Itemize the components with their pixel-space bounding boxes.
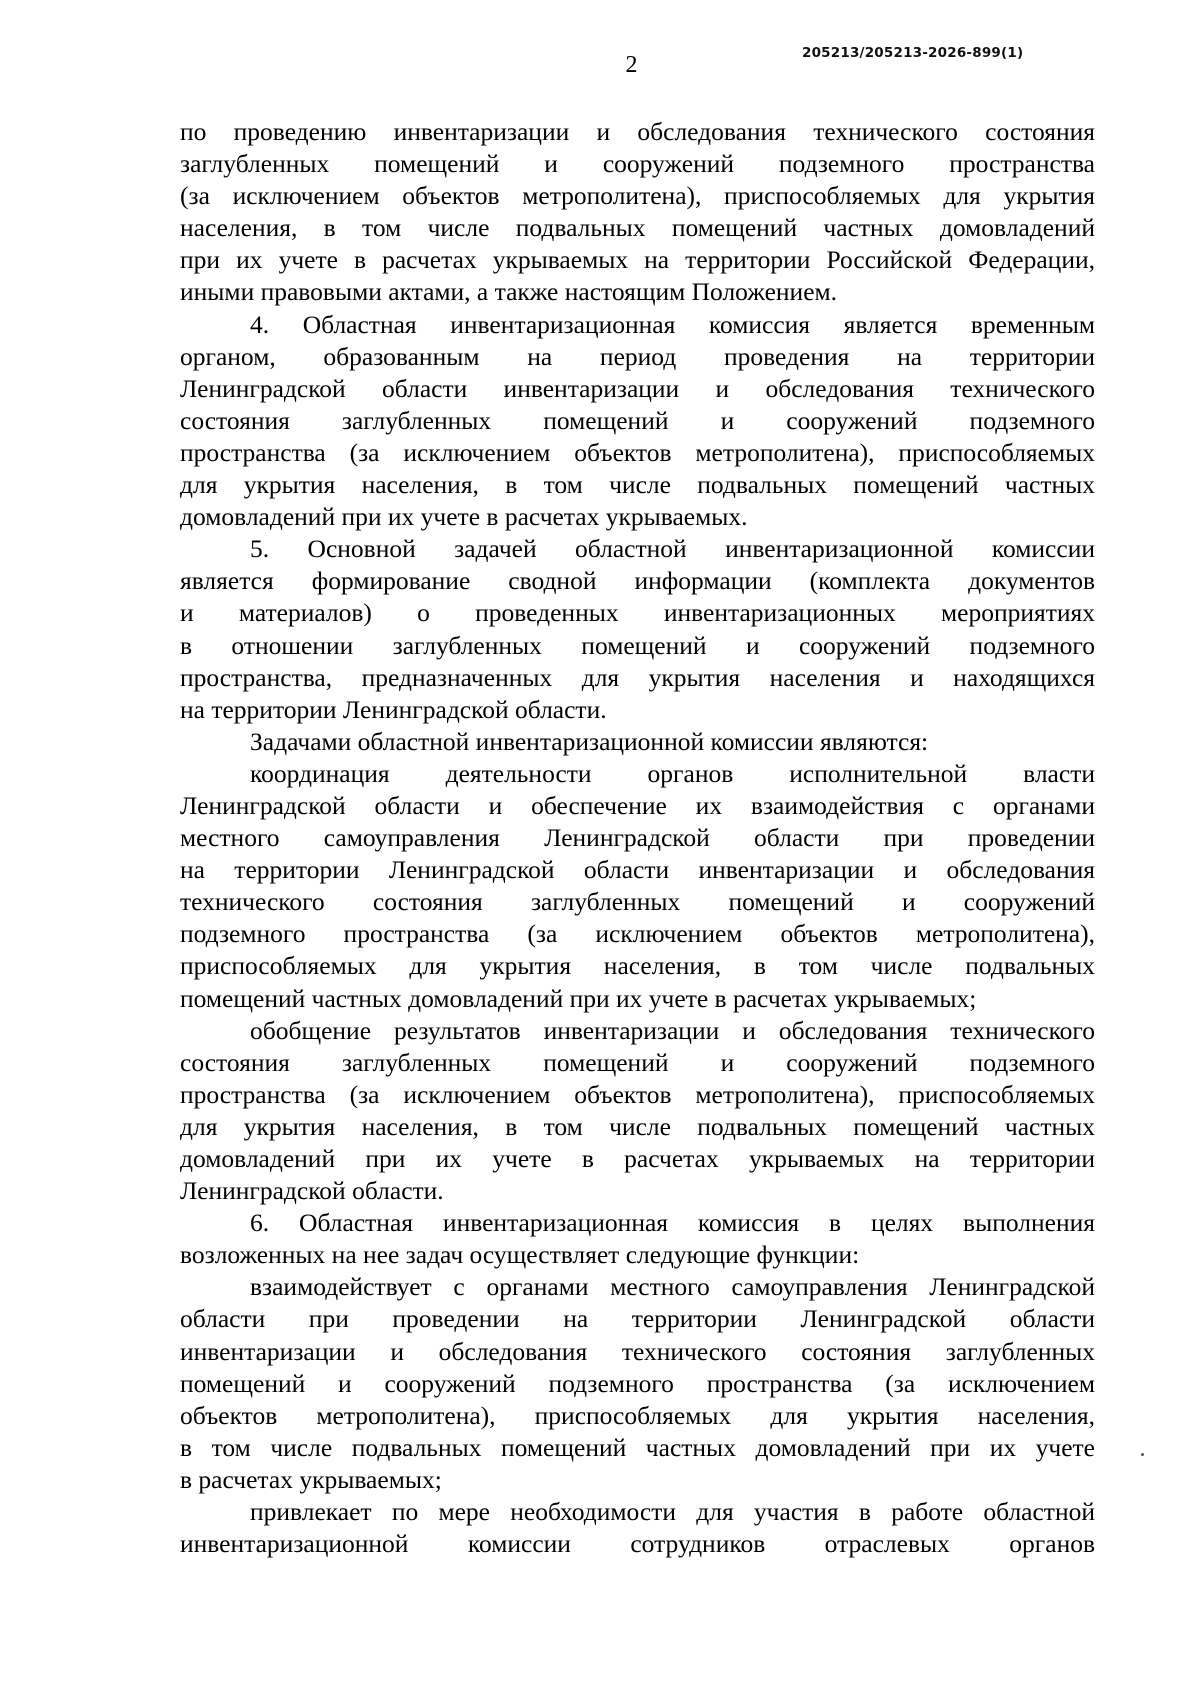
document-body	[180, 116, 1095, 1560]
paragraph	[180, 309, 1095, 534]
paragraph	[180, 1271, 1095, 1496]
text-line: области при проведении на территории Ленинградской области	[180, 1304, 1095, 1334]
paragraph	[180, 1207, 1095, 1271]
text-line: местного самоуправления Ленинградской области при проведении	[180, 823, 1095, 853]
text-line: в расчетах укрываемых;	[180, 1464, 442, 1494]
text-line: для укрытия населения, в том числе подвальных помещений частных	[180, 1111, 1095, 1141]
paragraph	[180, 1496, 1095, 1560]
text-line: технического состояния заглубленных помещений и сооружений	[180, 887, 1095, 917]
text-line: Задачами областной инвентаризационной комиссии являются:	[250, 726, 929, 756]
text-line: возложенных на нее задач осуществляет следующие функции:	[180, 1240, 860, 1270]
text-line: инвентаризации и обследования технического состояния заглубленных	[180, 1336, 1095, 1366]
text-line: помещений и сооружений подземного пространства (за исключением	[180, 1368, 1095, 1398]
text-line: состояния заглубленных помещений и сооружений подземного	[180, 1047, 1095, 1077]
text-line: 5. Основной задачей областной инвентаризационной комиссии	[250, 534, 1095, 564]
text-line: иными правовыми актами, а также настоящим Положением.	[180, 277, 838, 307]
text-line: помещений частных домовладений при их учете в расчетах укрываемых;	[180, 983, 977, 1013]
text-line: домовладений при их учете в расчетах укрываемых на территории	[180, 1144, 1095, 1173]
text-line: на территории Ленинградской области инвентаризации и обследования	[180, 855, 1095, 885]
text-line: 4. Областная инвентаризационная комиссия является временным	[250, 309, 1095, 339]
document-code: 205213/205213-2026-899(1)	[802, 45, 1024, 61]
text-line: Ленинградской области инвентаризации и обследования технического	[180, 373, 1095, 403]
text-line: в отношении заглубленных помещений и сооружений подземного	[180, 630, 1095, 660]
text-line: населения, в том числе подвальных помещений частных домовладений	[180, 213, 1095, 243]
text-line: привлекает по мере необходимости для участия в работе областной	[250, 1497, 1095, 1527]
paragraph	[180, 758, 1095, 1015]
text-line: подземного пространства (за исключением объектов метрополитена),	[180, 919, 1095, 949]
text-line: Ленинградской области.	[180, 1176, 444, 1206]
paragraph	[180, 1015, 1095, 1208]
text-line: Ленинградской области и обеспечение их взаимодействия с органами	[180, 790, 1095, 820]
text-line: пространства (за исключением объектов метрополитена), приспособляемых	[180, 437, 1095, 467]
paragraph	[180, 726, 1095, 758]
text-line: заглубленных помещений и сооружений подземного пространства	[180, 149, 1095, 179]
text-line: инвентаризационной комиссии сотрудников отраслевых органов	[180, 1529, 1095, 1559]
text-line: на территории Ленинградской области.	[180, 694, 607, 724]
paragraph	[180, 116, 1095, 309]
text-line: домовладений при их учете в расчетах укрываемых.	[180, 502, 748, 532]
text-line: по проведению инвентаризации и обследования технического состояния	[180, 117, 1095, 146]
text-line: обобщение результатов инвентаризации и обследования технического	[250, 1015, 1095, 1045]
page-number: 2	[625, 52, 638, 78]
text-line: состояния заглубленных помещений и сооружений подземного	[180, 405, 1095, 435]
text-line: пространства, предназначенных для укрытия населения и находящихся	[180, 662, 1095, 692]
paragraph	[180, 533, 1095, 726]
text-line: пространства (за исключением объектов метрополитена), приспособляемых	[180, 1079, 1095, 1109]
text-line: и материалов) о проведенных инвентаризационных мероприятиях	[180, 598, 1095, 628]
text-line: объектов метрополитена), приспособляемых для укрытия населения,	[180, 1400, 1095, 1430]
text-line: (за исключением объектов метрополитена), приспособляемых для укрытия	[180, 181, 1095, 211]
text-line: является формирование сводной информации (комплекта документов	[180, 566, 1095, 596]
text-line: в том числе подвальных помещений частных домовладений при их учете	[180, 1432, 1095, 1462]
scan-speck	[1141, 1453, 1144, 1456]
text-line: при их учете в расчетах укрываемых на территории Российской Федерации,	[180, 245, 1095, 275]
text-line: приспособляемых для укрытия населения, в том числе подвальных	[180, 951, 1095, 981]
text-line: взаимодействует с органами местного самоуправления Ленинградской	[250, 1272, 1095, 1302]
text-line: органом, образованным на период проведения на территории	[180, 341, 1095, 371]
text-line: 6. Областная инвентаризационная комиссия в целях выполнения	[250, 1208, 1095, 1238]
text-line: для укрытия населения, в том числе подвальных помещений частных	[180, 470, 1095, 500]
text-line: координация деятельности органов исполнительной власти	[250, 758, 1095, 788]
